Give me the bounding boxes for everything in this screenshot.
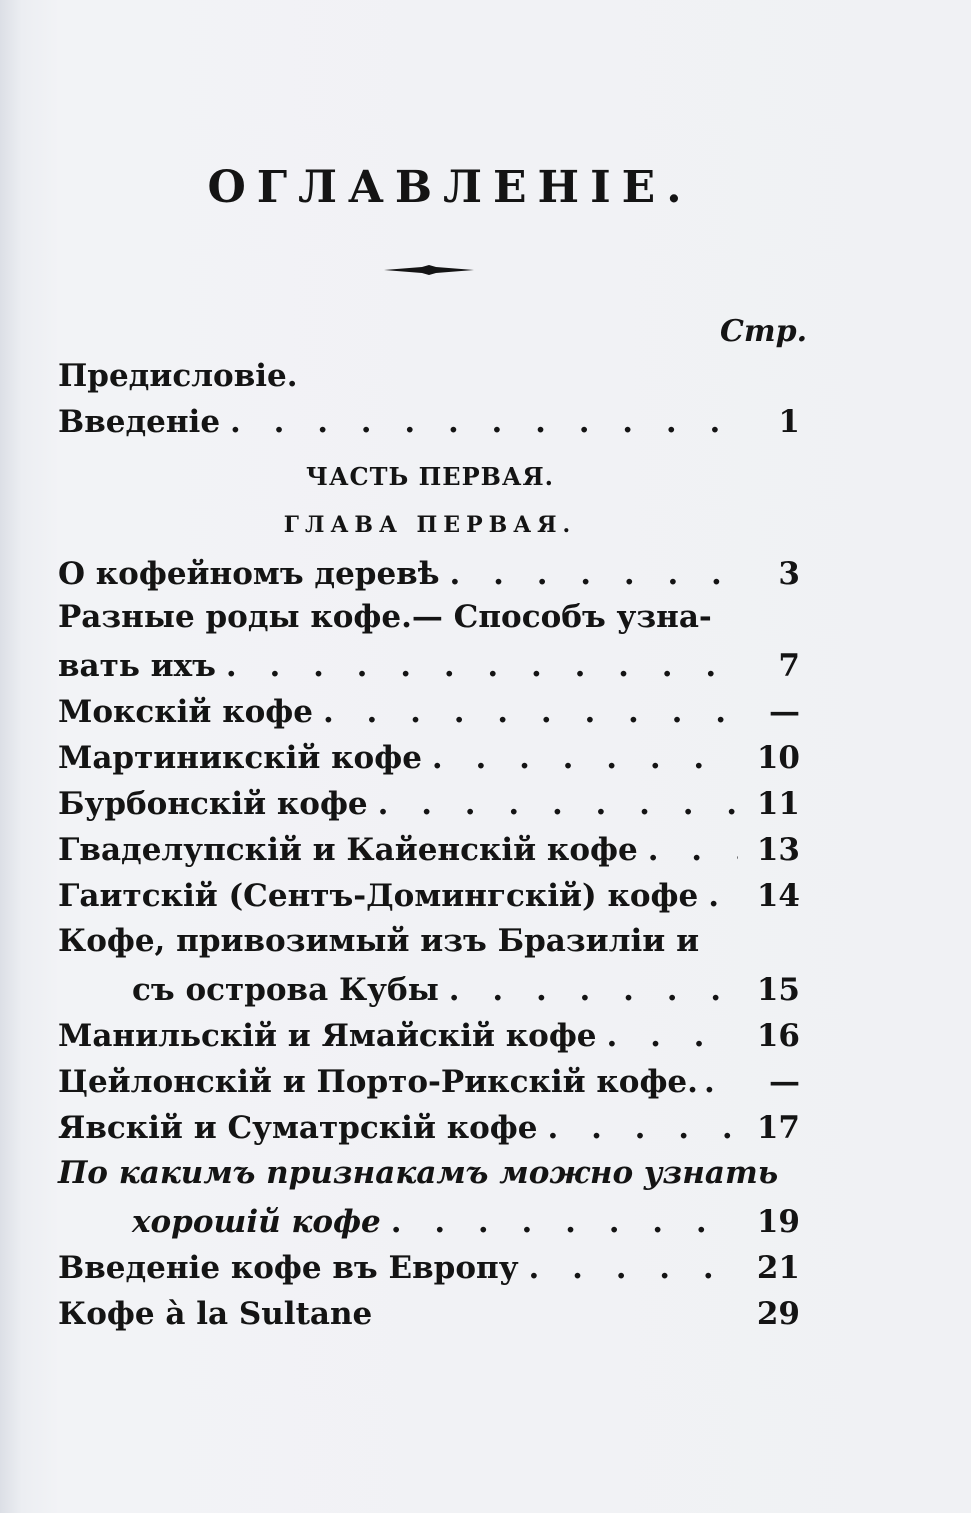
toc-entry-text: Манильскій и Ямайскій кофе <box>58 1018 597 1054</box>
toc-entry <box>132 964 800 1010</box>
dot-leader <box>547 1108 738 1148</box>
toc-entry-page: — <box>769 1064 800 1100</box>
dot-leader <box>704 1062 746 1102</box>
toc-entry <box>58 686 800 732</box>
toc-entry-introduction <box>58 396 800 442</box>
toc-entry-text: Цейлонскій и Порто-Рикскій кофе. <box>58 1064 698 1100</box>
toc-entry-text: Кофе à la Sultane <box>58 1296 373 1332</box>
toc-entry <box>58 732 800 778</box>
toc-entry-page: 16 <box>756 1018 800 1054</box>
toc-entry <box>58 1056 800 1102</box>
toc-entry-page: 21 <box>756 1250 800 1286</box>
toc-entry-text: Явскій и Суматрскій кофе <box>58 1110 538 1146</box>
toc-entry <box>132 1196 800 1242</box>
toc-entry <box>58 640 800 686</box>
dot-leader <box>391 1202 738 1242</box>
toc-entry-page: 13 <box>756 832 800 868</box>
toc-entry <box>58 548 800 594</box>
toc-entry-page: 17 <box>756 1110 800 1146</box>
page-title: ОГЛАВЛЕНІЕ. <box>207 162 693 213</box>
toc-entry-page: 3 <box>778 556 800 592</box>
toc-entry-page: 29 <box>756 1296 800 1332</box>
toc-entry-line1: Кофе, привозимый изъ Бразиліи и <box>58 923 700 959</box>
toc-entry-page: 14 <box>756 878 800 914</box>
toc-entry-line1: По какимъ признакамъ можно узнать <box>58 1155 779 1191</box>
ornamental-rule <box>384 264 474 276</box>
toc-entry-page: 1 <box>778 404 800 440</box>
toc-entry-text: Предисловіе. <box>58 358 298 394</box>
toc-entry-text: Введеніе <box>58 404 221 440</box>
dot-leader <box>648 830 738 870</box>
toc-entry-page: 7 <box>778 648 800 684</box>
toc-entry <box>58 1242 800 1288</box>
toc-entry <box>58 870 800 916</box>
dot-leader <box>450 554 738 594</box>
toc-entry <box>58 1010 800 1056</box>
toc-entry-text: вать ихъ <box>58 648 216 684</box>
toc-entry-page: 11 <box>756 786 800 822</box>
dot-leader <box>607 1016 738 1056</box>
toc-entry-page: 10 <box>756 740 800 776</box>
dot-leader <box>432 738 738 778</box>
dot-leader <box>449 970 738 1010</box>
toc-entry-text: Введеніе кофе въ Европу <box>58 1250 519 1286</box>
toc-entry-text: Мокскій кофе <box>58 694 313 730</box>
chapter-heading: ГЛАВА ПЕРВАЯ. <box>283 512 577 538</box>
toc-entry-text: Гваделупскій и Кайенскій кофе <box>58 832 638 868</box>
dot-leader <box>529 1248 738 1288</box>
toc-entry-text: Бурбонскій кофе <box>58 786 368 822</box>
toc-entry <box>58 824 800 870</box>
toc-entry-text: О кофейномъ деревѣ <box>58 556 440 592</box>
toc-entry <box>58 1102 800 1148</box>
toc-entry-page: — <box>769 694 800 730</box>
toc-entry <box>58 1288 800 1334</box>
toc-entry-preface <box>58 350 800 396</box>
dot-leader <box>226 646 738 686</box>
dot-leader <box>323 692 738 732</box>
toc-entry-text: Мартиникскій кофе <box>58 740 422 776</box>
dot-leader <box>378 784 738 824</box>
page-column-label: Стр. <box>720 314 808 349</box>
toc-entry-page: 15 <box>756 972 800 1008</box>
toc-entry-text: хорошій кофе <box>132 1204 381 1240</box>
toc-entry-text: Гаитскій (Сентъ-Домингскій) кофе <box>58 878 699 914</box>
toc-entry <box>58 778 800 824</box>
dot-leader <box>708 876 738 916</box>
toc-entry-line1: Разные роды кофе.— Способъ узна- <box>58 599 712 635</box>
dot-leader <box>230 402 738 442</box>
toc-entry-page: 19 <box>756 1204 800 1240</box>
part-heading: ЧАСТЬ ПЕРВАЯ. <box>306 462 554 491</box>
toc-entry-text: съ острова Кубы <box>132 972 439 1008</box>
